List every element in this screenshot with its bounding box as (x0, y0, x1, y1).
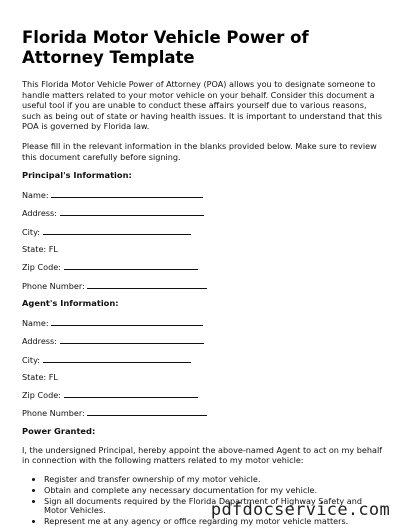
principal-heading: Principal's Information: (22, 170, 132, 181)
principal-address-field[interactable] (22, 207, 386, 218)
document-title: Florida Motor Vehicle Power of Attorney Template (22, 28, 309, 67)
list-item: • Register and transfer ownership of my motor vehicle. (44, 475, 386, 485)
powers-heading: Power Granted: (22, 425, 96, 436)
agent-address-field[interactable] (22, 335, 386, 346)
principal-address-label: Address: (22, 208, 57, 219)
principal-city-field[interactable] (22, 226, 386, 237)
list-item: • Represent me at any agency or office regarding my motor vehicle matters. (44, 517, 386, 527)
agent-state-field (22, 372, 386, 382)
agent-address-blank[interactable] (60, 335, 204, 344)
agent-phone-label: Phone Number: (22, 408, 85, 419)
agent-city-label: City: (22, 354, 41, 365)
principal-name-label: Name: (22, 190, 49, 201)
principal-city-blank[interactable] (43, 226, 191, 235)
principal-phone-label: Phone Number: (22, 280, 85, 291)
principal-zip-field[interactable] (22, 261, 386, 272)
agent-name-field[interactable] (22, 317, 386, 328)
agent-city-field[interactable] (22, 354, 386, 365)
agent-phone-field[interactable] (22, 407, 386, 418)
principal-address-blank[interactable] (60, 207, 204, 216)
principal-phone-field[interactable] (22, 280, 386, 291)
principal-city-label: City: (22, 226, 41, 237)
agent-zip-blank[interactable] (64, 389, 198, 398)
principal-zip-blank[interactable] (64, 261, 198, 270)
list-item: • Obtain and complete any necessary documentation for my vehicle. (44, 486, 386, 496)
agent-heading: Agent's Information: (22, 297, 119, 308)
principal-zip-label: Zip Code: (22, 262, 61, 273)
principal-state-label: State: FL (22, 244, 58, 255)
agent-city-blank[interactable] (43, 354, 191, 363)
intro-paragraph: This Florida Motor Vehicle Power of Attorney (POA) allows you to designate someone to handle matters related to your motor vehicle on your behalf. Consider this document a useful tool if you are unable to conduct these affairs yourself due to various reasons, such as being out of state or having health issues. It is important to understand that this POA is governed by Florida law. (22, 79, 383, 132)
agent-name-label: Name: (22, 317, 49, 328)
principal-name-field[interactable] (22, 189, 386, 200)
principal-phone-blank[interactable] (87, 280, 207, 289)
instructions-paragraph: Please fill in the relevant information in the blanks provided below. Make sure to review this document carefully before signing. (22, 140, 377, 162)
principal-state-field (22, 244, 386, 254)
agent-state-label: State: FL (22, 371, 58, 382)
document-page (22, 28, 386, 528)
list-item: • Sign all documents required by the Florida Department of Highway Safety and Motor Vehicles. (44, 497, 386, 516)
agent-name-blank[interactable] (51, 317, 203, 326)
agent-address-label: Address: (22, 336, 57, 347)
agent-zip-field[interactable] (22, 389, 386, 400)
powers-paragraph: I, the undersigned Principal, hereby appoint the above-named Agent to act on my behalf in connection with the following matters related to my motor vehicle: (22, 444, 383, 466)
principal-name-blank[interactable] (51, 189, 203, 198)
agent-zip-label: Zip Code: (22, 390, 61, 401)
watermark: pdfdocservice.com (210, 500, 390, 520)
agent-phone-blank[interactable] (87, 407, 207, 416)
